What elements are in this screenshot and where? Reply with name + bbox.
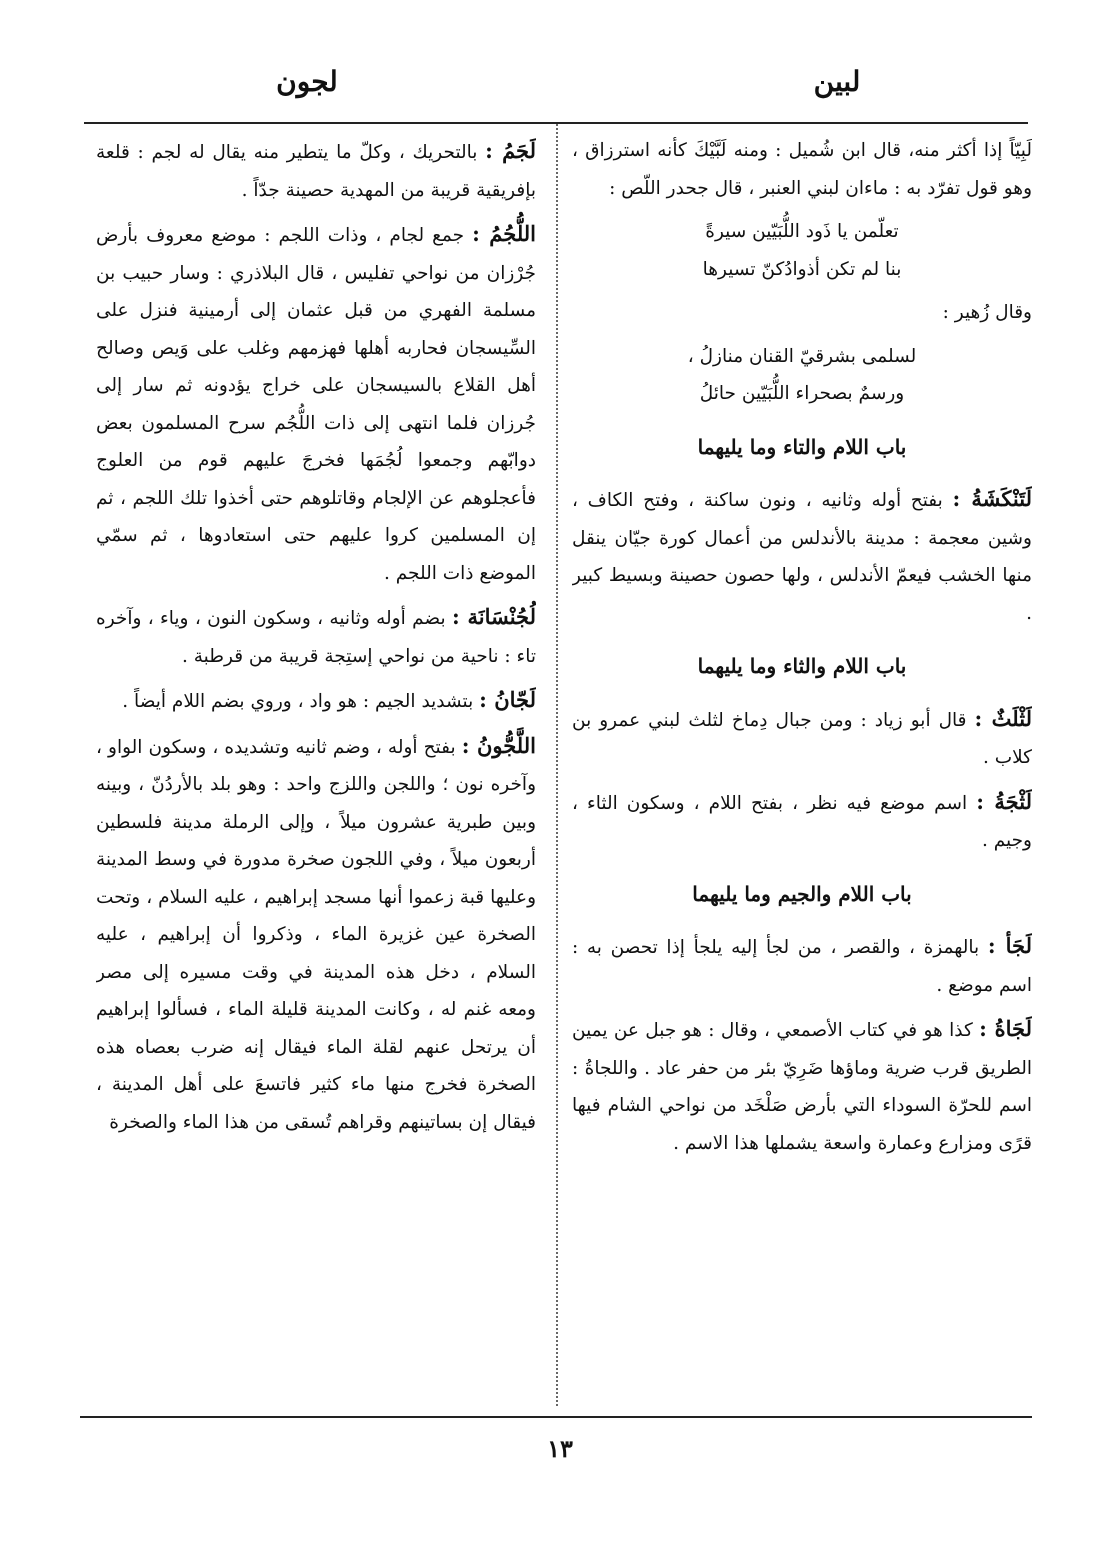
entry-definition: بفتح أوله وثانيه ، ونون ساكنة ، وفتح الكاف ، وشين معجمة : مدينة بالأندلس من أعمال كورة جيّان ينقل منها الخشب فيعمّ الأندلس ، ولها حصون حصينة وبسيط كبير .: [572, 490, 1032, 624]
poem-verse: [572, 338, 1032, 413]
dictionary-entry: [96, 727, 536, 1142]
section-heading: باب اللام والتاء وما يليهما: [697, 434, 907, 459]
entry-term: لَجّانُ :: [479, 687, 536, 712]
entry-definition: بتشديد الجيم : هو واد ، وروي بضم اللام أيضاً .: [122, 691, 474, 712]
footer-rule: [80, 1416, 1032, 1418]
entry-term: لَجَمُ :: [485, 138, 536, 163]
entry-term: لُجُنْسَانَة :: [451, 604, 536, 629]
entry-term: لَثْجَةُ :: [976, 788, 1032, 814]
entry-term: لَثْلَثٌ :: [974, 705, 1032, 731]
section-heading: باب اللام والثاء وما يليهما: [697, 654, 907, 678]
entry-definition: جمع لجام ، وذات اللجم : موضع معروف بأرض جُرْزان من نواحي تفليس ، قال البلاذري : وسار حبيب بن مسلمة الفهري من قبل عثمان إلى أرمينية فنزل على السِّيسجان فحاربه أهلها فهزمهم وغلب على وَيص وصالح أهل القلاع بالسيسجان على خراج يؤدونه ثم سار إلى جُرزان فلما انتهى إلى ذات اللُّجُم سرح المسلمون بعض دوابّهم وجمعوا لُجُمَها فخرجَ عليهم قوم من العلوج فأعجلوهم عن الإلجام وقاتلوهم حتى أخذوا تلك اللجم ، ثم إن المسلمين كروا عليهم حتى استعادوها ، ثم سمّي الموضع ذات اللجم .: [96, 225, 536, 584]
dictionary-entry: [572, 480, 1032, 632]
running-header-right: لبين: [813, 65, 861, 98]
right-column: [572, 132, 1032, 1402]
poem-verse: [572, 213, 1032, 288]
dictionary-entry: [96, 215, 536, 592]
dictionary-entry: [572, 700, 1032, 777]
entry-definition: بالتحريك ، وكلّ ما يتطير منه يقال له لجم : قلعة بإفريقية قريبة من المهدية حصينة جدّاً .: [96, 142, 536, 201]
dictionary-entry: [572, 783, 1032, 860]
verse-line: تعلّمن يا ذَود اللُّبَيّين سيرةً: [705, 221, 899, 242]
verse-line: ورسمٌ بصحراء اللُّبَيّين حائلُ: [699, 383, 905, 404]
entry-definition: بالهمزة ، والقصر ، من لجأ إليه يلجأ إذا تحصن به : اسم موضع .: [572, 937, 1032, 996]
entry-term: اللُّجُمُ :: [472, 221, 536, 246]
page-number: ١٣: [547, 1434, 573, 1463]
dictionary-entry: [572, 1010, 1032, 1162]
verse-line: لسلمى بشرقيّ القنان منازلُ ،: [687, 345, 917, 367]
entry-term: لَجَأ :: [987, 933, 1032, 958]
dictionary-entry: [96, 132, 536, 209]
entry-definition: بضم أوله وثانيه ، وسكون النون ، وياء ، وآخره تاء : ناحية من نواحي إستِجة قريبة من قرطبة .: [96, 608, 536, 667]
dictionary-entry: [96, 681, 536, 721]
running-header-left: لجون: [276, 65, 338, 98]
entry-definition: كذا هو في كتاب الأصمعي ، وقال : هو جبل عن يمين الطريق قرب ضرية وماؤها ضَرِيّ بئر من حفر عاد . واللجاةُ : اسم للحرّة السوداء التي بأرض صَلْخَد من نواحي الشام فيها قرًى ومزارع وعمارة واسعة يشملها هذا الاسم .: [572, 1020, 1032, 1154]
entry-term: لَتَنْكَشَةُ :: [952, 486, 1032, 511]
entry-term: لَجَاةُ :: [979, 1016, 1032, 1041]
dictionary-entry: [572, 927, 1032, 1004]
entry-term: اللَّجُّونُ :: [461, 732, 536, 758]
entry-definition: قال أبو زياد : ومن جبال دِماخ لثلث لبني عمرو بن كلاب .: [572, 709, 1032, 768]
section-heading: باب اللام والجيم وما يليهما: [692, 881, 912, 906]
citation-intro: وقال زُهير :: [942, 302, 1032, 323]
left-column: [96, 132, 536, 1402]
entry-definition: اسم موضع فيه نظر ، بفتح اللام ، وسكون الثاء ، وجيم .: [572, 792, 1032, 851]
column-divider: [556, 124, 558, 1406]
entry-continuation: لَبِيّاً إذا أكثر منه، قال ابن شُميل : ومنه لَبَّيْكَ كأنه استرزاق ، وهو قول تفرّد به : ماءان لبني العنبر ، قال جحدر اللّص :: [572, 140, 1032, 199]
dictionary-entry: [96, 598, 536, 675]
verse-line: بنا لم تكن أذوادُكنّ تسيرها: [702, 258, 902, 280]
entry-definition: بفتح أوله ، وضم ثانيه وتشديده ، وسكون الواو ، وآخره نون ؛ واللجن واللزج واحد : وهو بلد بالأردُنّ ، وبينه وبين طبرية عشرون ميلاً ، وإلى الرملة مدينة فلسطين أربعون ميلاً ، وفي اللجون صخرة مدورة في وسط المدينة وعليها قبة زعموا أنها مسجد إبراهيم ، عليه السلام ، وتحت الصخرة عين غزيرة الماء ، وذكروا أن إبراهيم ، عليه السلام ، دخل هذه المدينة في وقت مسيره إلى مصر ومعه غنم له ، وكانت المدينة قليلة الماء ، فسألوا إبراهيم أن يرتحل عنهم لقلة الماء فيقال إنه ضرب بعصاه هذه الصخرة فخرج منها ماء كثير فاتسعَ على أهل المدينة ، فيقال إن بساتينهم وقراهم تُسقى من هذا الماء والصخرة: [96, 736, 536, 1133]
